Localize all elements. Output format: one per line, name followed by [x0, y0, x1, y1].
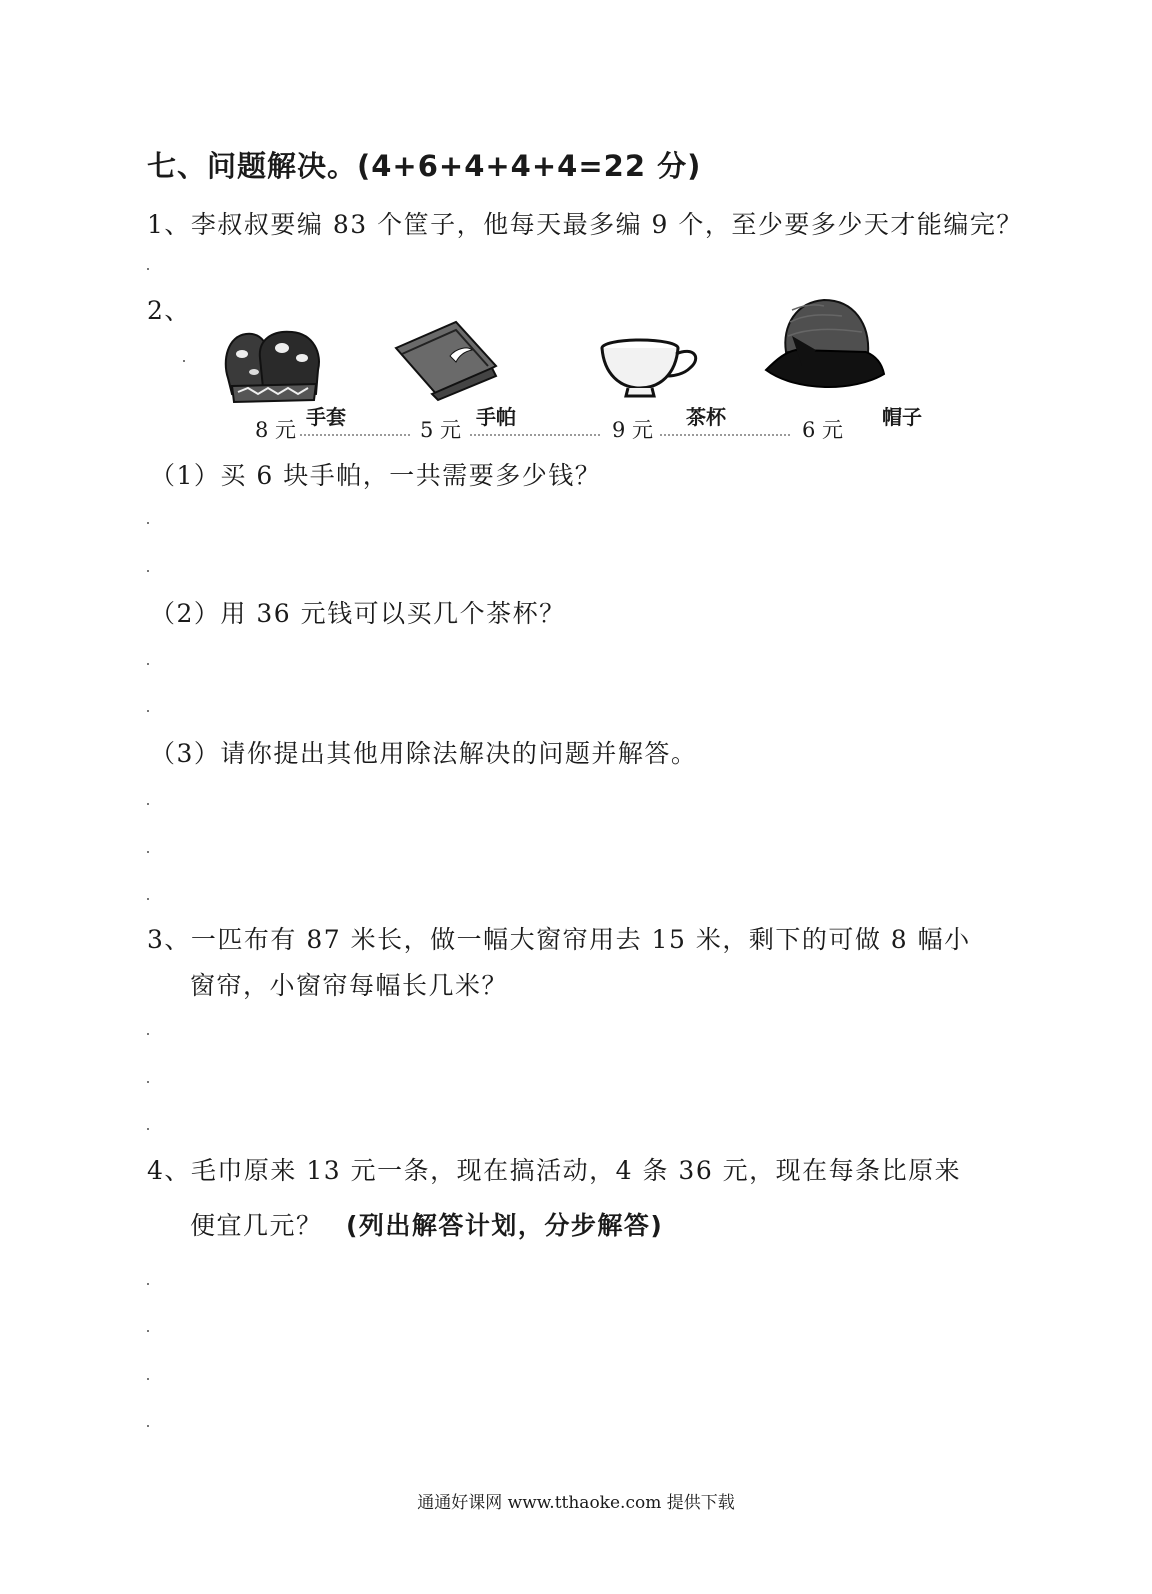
question-4-line-1: 4、毛巾原来 13 元一条，现在搞活动，4 条 36 元，现在每条比原来 [147, 1156, 962, 1185]
question-2-2-text: （2）用 36 元钱可以买几个茶杯？ [150, 599, 566, 628]
answer-space-mark [147, 851, 149, 853]
answer-space-mark [147, 898, 149, 900]
question-4-note: (列出解答计划，分步解答) [345, 1211, 664, 1240]
dotted-guide-line [660, 434, 790, 436]
answer-space-mark [147, 1425, 149, 1427]
handkerchief-price: 5 元 [420, 418, 462, 442]
teacup-label: 茶杯 [686, 405, 726, 429]
question-3-line-2: 窗帘，小窗帘每幅长几米？ [190, 971, 509, 1000]
question-3-line-1: 3、一匹布有 87 米长，做一幅大窗帘用去 15 米，剩下的可做 8 幅小 [147, 925, 971, 954]
handkerchief-icon [392, 318, 504, 402]
answer-space-mark [147, 710, 149, 712]
question-1-text: 1、李叔叔要编 83 个筐子，他每天最多编 9 个，至少要多少天才能编完？ [147, 210, 1023, 239]
answer-space-mark [147, 803, 149, 805]
dotted-guide-line [470, 434, 600, 436]
question-4-line-2 [190, 1206, 663, 1242]
answer-space-mark [147, 1033, 149, 1035]
answer-space-mark [147, 1081, 149, 1083]
handkerchief-label: 手帕 [476, 405, 516, 429]
teacup-price: 9 元 [612, 418, 654, 442]
answer-space-mark [147, 1378, 149, 1380]
scan-mark [183, 360, 185, 362]
hat-icon [762, 296, 886, 394]
question-2-1-text: （1）买 6 块手帕，一共需要多少钱？ [150, 461, 602, 490]
question-4-line-2-text: 便宜几元？ [190, 1211, 323, 1240]
footer-credit: 通通好课网 www.tthaoke.com 提供下载 [417, 1493, 735, 1513]
answer-space-mark [147, 1128, 149, 1130]
teacup-icon [598, 336, 704, 400]
answer-space-mark [147, 570, 149, 572]
hat-label: 帽子 [882, 405, 922, 429]
answer-space-mark [147, 1283, 149, 1285]
answer-space-mark [147, 268, 149, 270]
section-heading: 七、问题解决。(4+6+4+4+4=22 分) [147, 149, 702, 183]
answer-space-mark [147, 663, 149, 665]
answer-space-mark [147, 522, 149, 524]
gloves-price: 8 元 [255, 418, 297, 442]
dotted-guide-line [300, 434, 410, 436]
hat-price: 6 元 [802, 418, 844, 442]
gloves-label: 手套 [306, 405, 346, 429]
gloves-icon [218, 328, 330, 408]
answer-space-mark [147, 1330, 149, 1332]
question-2-3-text: （3）请你提出其他用除法解决的问题并解答。 [150, 739, 698, 768]
question-2-number: 2、 [147, 296, 191, 325]
